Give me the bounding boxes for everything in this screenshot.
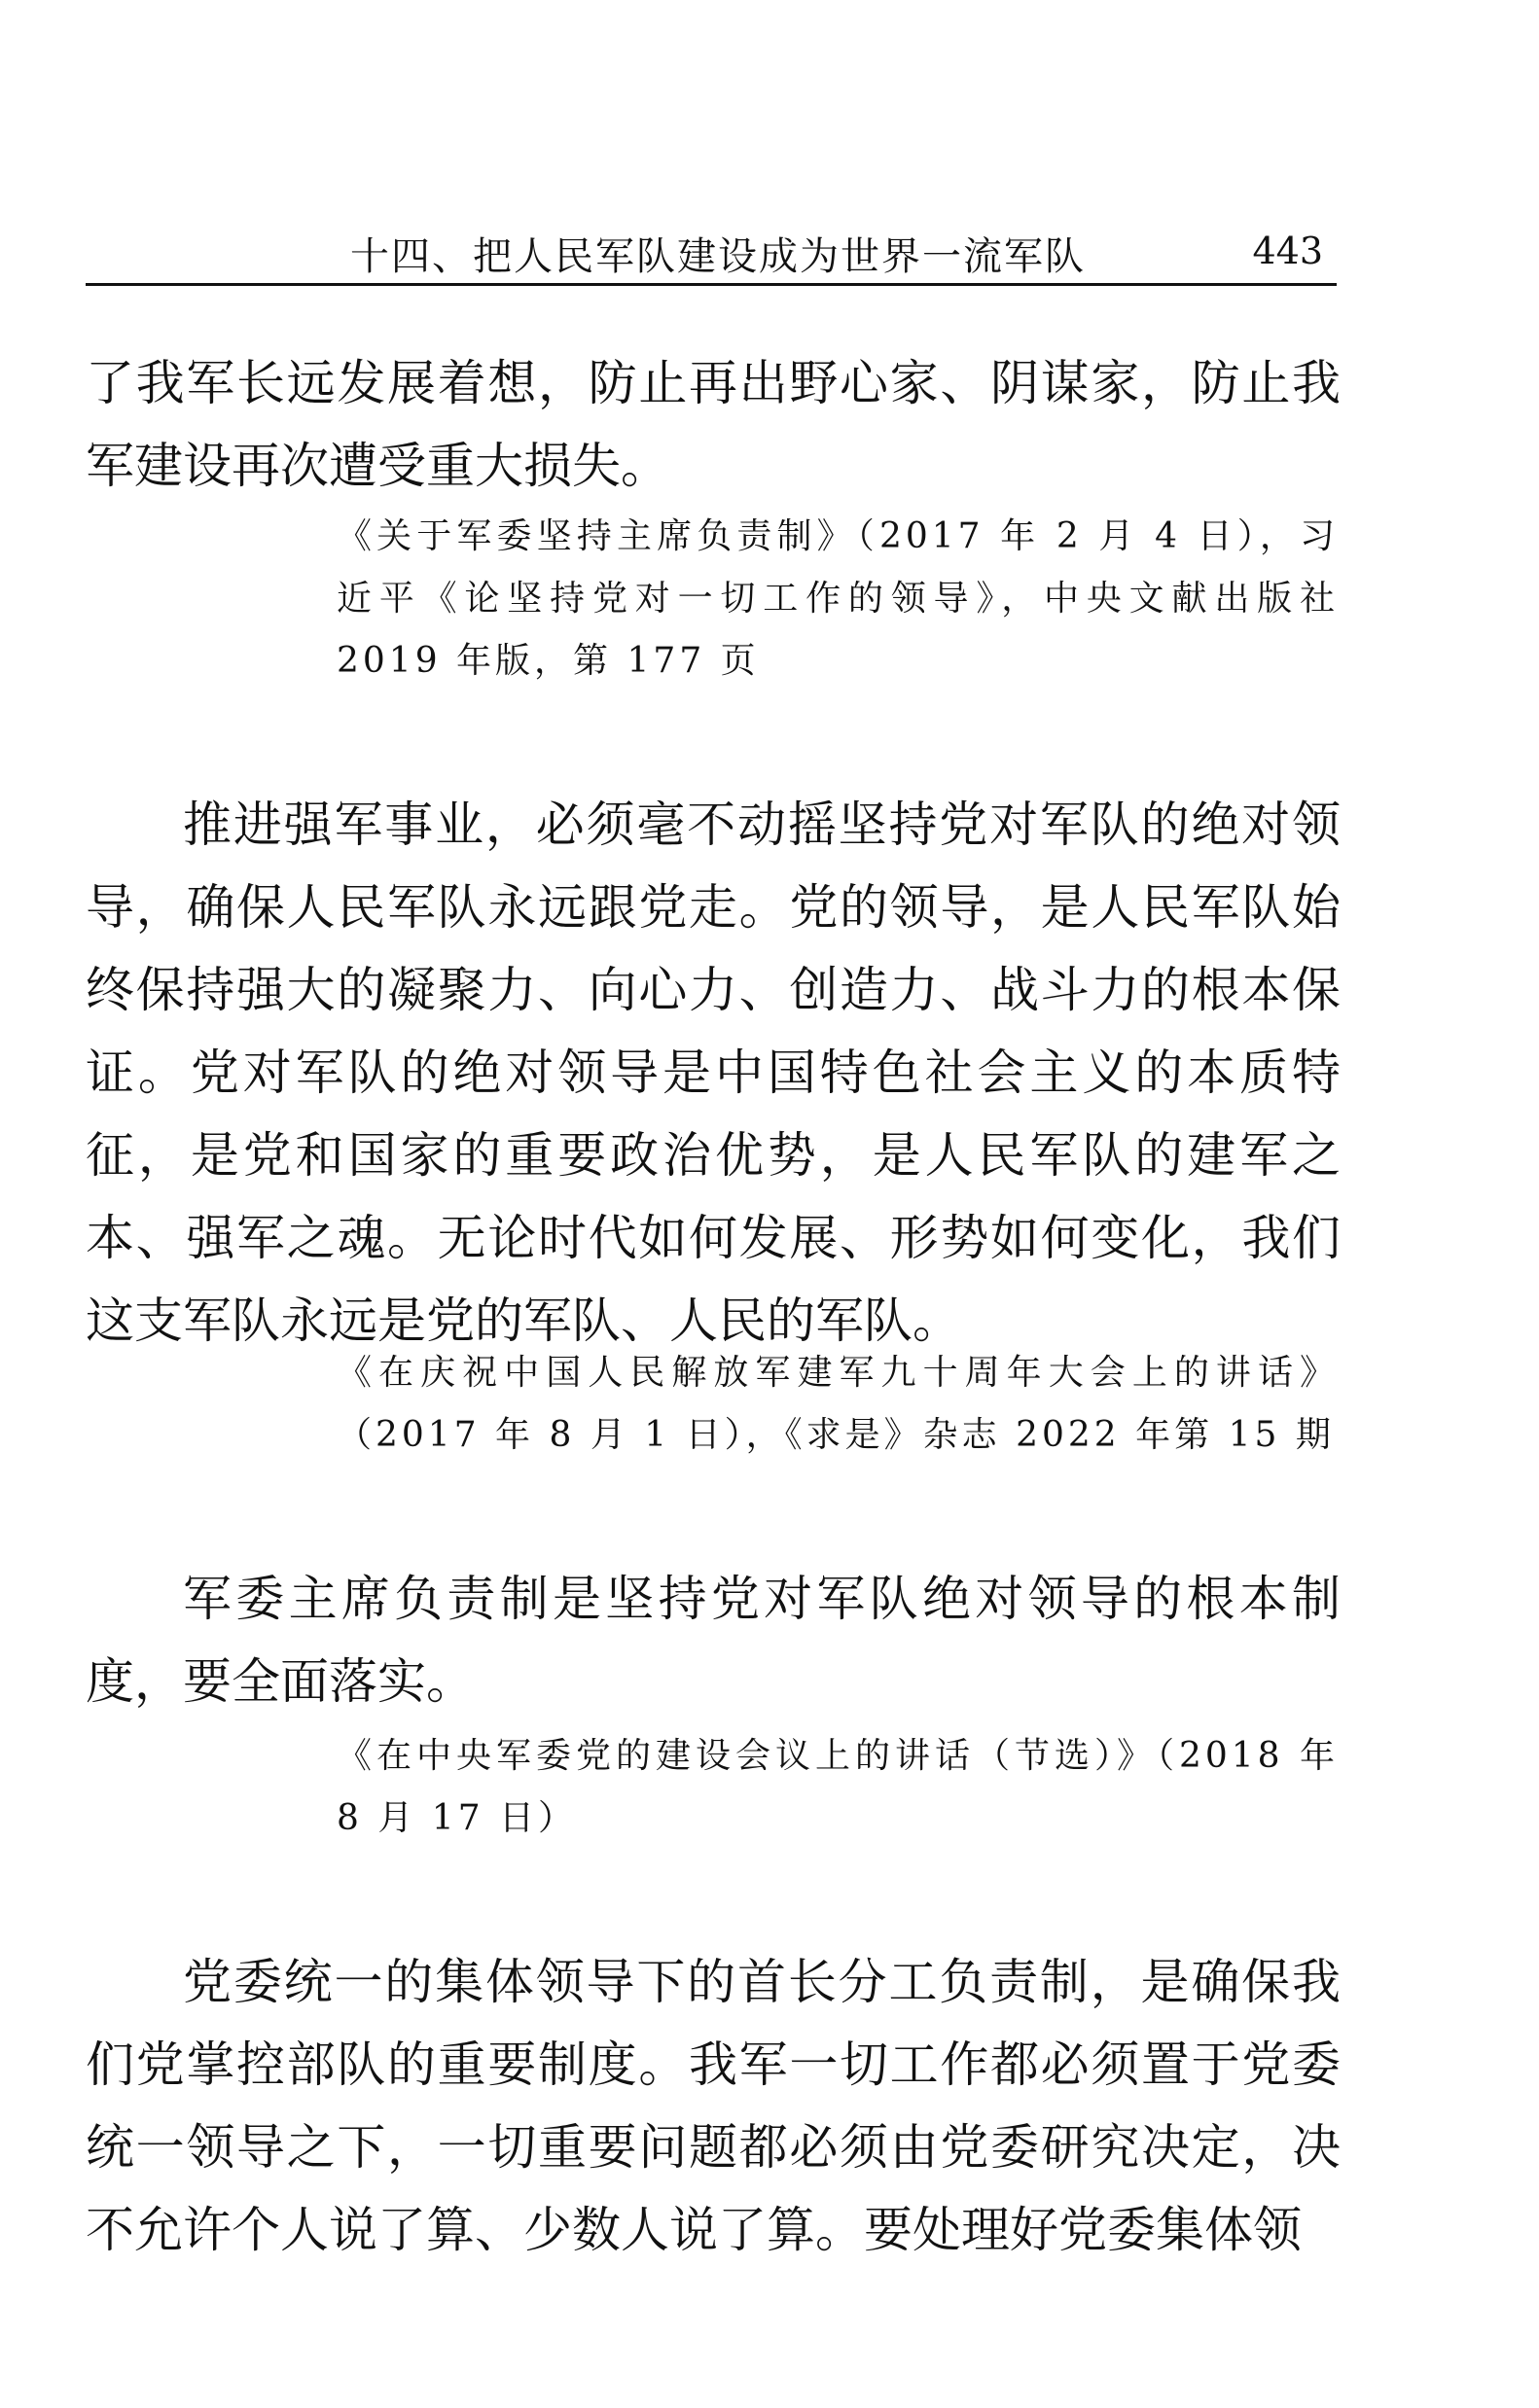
citation-source: 《在庆祝中国人民解放军建军九十周年大会上的讲话》（2017 年 8 月 1 日），《求是》杂志 2022 年第 15 期 [337,1353,1339,1455]
paragraph: 党委统一的集体领导下的首长分工负责制，是确保我们党掌控部队的重要制度。我军一切工作都必须置于党委统一领导之下，一切重要问题都必须由党委研究决定，决不允许个人说了算、少数人说了算。要处理好党委集体领 [86,1954,1341,2258]
header-rule [86,283,1337,286]
citation-source: 《在中央军委党的建设会议上的讲话（节选）》（2018 年 8 月 17 日） [337,1736,1339,1838]
citation-source: 《关于军委坚持主席负责制》（2017 年 2 月 4 日），习近平《论坚持党对一切工作的领导》，中央文献出版社 2019 年版，第 177 页 [337,516,1339,681]
paragraph: 推进强军事业，必须毫不动摇坚持党对军队的绝对领导，确保人民军队永远跟党走。党的领导，是人民军队始终保持强大的凝聚力、向心力、创造力、战斗力的根本保证。党对军队的绝对领导是中国特色社会主义的本质特征，是党和国家的重要政治优势，是人民军队的建军之本、强军之魂。无论时代如何发展、形势如何变化，我们这支军队永远是党的军队、人民的军队。 [86,797,1341,1349]
chapter-title: 十四、把人民军队建设成为世界一流军队 [350,234,1086,279]
running-header [86,212,1337,286]
paragraph-continued: 了我军长远发展着想，防止再出野心家、阴谋家，防止我军建设再次遭受重大损失。 [86,355,1341,494]
paragraph: 军委主席负责制是坚持党对军队绝对领导的根本制度，要全面落实。 [86,1571,1341,1710]
page-number: 443 [1252,230,1323,272]
